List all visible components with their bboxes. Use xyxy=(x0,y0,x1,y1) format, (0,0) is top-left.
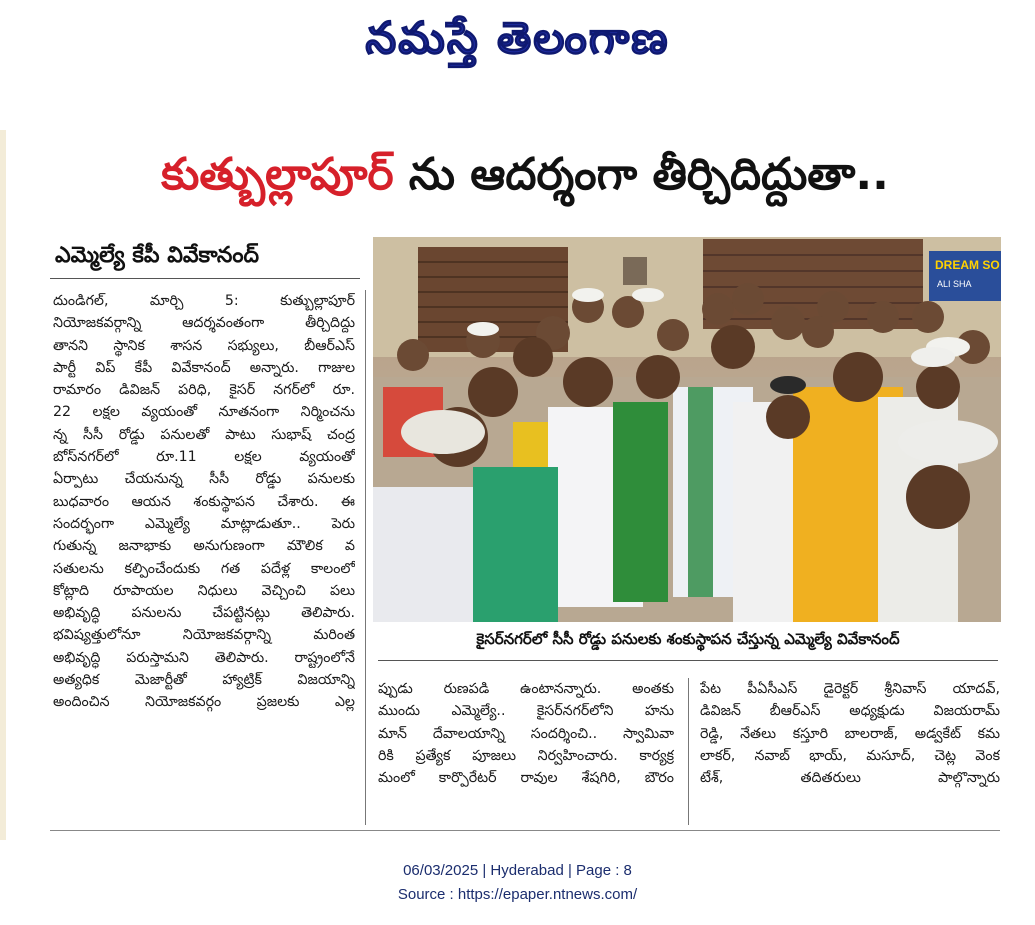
article-text-line: రికి ప్రత్యేక పూజలు నిర్వహించారు. కార్యక్ర xyxy=(378,747,674,764)
headline-black-part: ను ఆదర్శంగా తీర్చిదిద్దుతా.. xyxy=(393,149,889,200)
shop-sign-text: DREAM SO xyxy=(935,258,1000,272)
article-text-line: రామారం డివిజన్ పరిధి, కైసర్ నగర్‌లో రూ. xyxy=(53,382,355,399)
article-text-line: తానని స్థానిక శాసన సభ్యులు, బీఆర్ఎస్ xyxy=(53,337,355,354)
article-text-line: 22 లక్షల వ్యయంతో నూతనంగా నిర్మించను xyxy=(53,404,355,421)
article-headline xyxy=(40,140,1010,210)
article-text-line: అభివృద్ధి పనులను చేపట్టినట్లు తెలిపారు. xyxy=(53,605,355,622)
column-divider-1 xyxy=(365,290,366,825)
article-text-line: మంలో కార్పొరేటర్ రావుల శేషగిరి, బౌరం xyxy=(378,770,674,787)
article-text-line: లాకర్, నవాబ్ భాయ్, మసూద్, చెట్ల వెంక xyxy=(700,747,1000,764)
article-text-line: బోస్‌నగర్‌లో రూ.11 లక్షల వ్యయంతో xyxy=(53,449,355,466)
article-text-line: అత్యధిక మెజార్టీతో హ్యాట్రిక్ విజయాన్ని xyxy=(53,672,355,689)
article-text-line: ప్పుడు రుణపడి ఉంటానన్నారు. అంతకు xyxy=(378,681,674,697)
article-text-line: రెడ్డి, నేతలు కస్తూరి బాలరాజ్, అడ్వకేట్ కమ xyxy=(700,725,1000,742)
shop-sign-subtext: ALI SHA xyxy=(937,279,972,289)
article-text-line: కోట్లాది రూపాయల నిధులు వెచ్చించి పలు xyxy=(53,582,355,599)
article-text-line: డివిజన్ బీఆర్ఎస్ అధ్యక్షుడు విజయరామ్ xyxy=(700,703,1000,720)
news-photo-illustration xyxy=(373,237,1001,622)
article-text-line: అభివృద్ధి పరుస్తామని తెలిపారు. రాష్ట్రంలోనే xyxy=(53,649,355,666)
article-text-line: టేశ్, తదితరులు పాల్గొన్నారు xyxy=(700,770,1000,787)
article-text-line: సందర్భంగా ఎమ్మెల్యే మాట్లాడుతూ.. పెరు xyxy=(53,515,355,532)
news-photo xyxy=(373,237,1001,622)
footer-date-line: 06/03/2025 | Hyderabad | Page : 8 xyxy=(403,862,632,879)
article-column-1 xyxy=(53,290,355,714)
article-bottom-rule xyxy=(50,830,1000,831)
headline-red-part: కుత్బుల్లాపూర్ xyxy=(161,149,394,200)
article-text-line: న్న సీసీ రోడ్డు పనులతో పాటు సుభాష్ చంద్ర xyxy=(53,426,355,443)
article-column-3 xyxy=(700,678,1000,789)
article-subhead: ఎమ్మెల్యే కేపీ వివేకానంద్ xyxy=(55,243,260,268)
article-text-line: గుతున్న జనాభాకు అనుగుణంగా మౌలిక వ xyxy=(53,538,355,555)
article-text-line: దుండిగల్, మార్చి 5: కుత్బుల్లాపూర్ xyxy=(53,293,355,309)
article-text-line: నియోజకవర్గాన్ని ఆదర్శవంతంగా తీర్చిదిద్దు xyxy=(53,315,355,332)
article-text-line: భవిష్యత్తులోనూ నియోజకవర్గాన్ని మరింత xyxy=(53,627,355,644)
caption-rule xyxy=(378,660,998,661)
subhead-rule xyxy=(50,278,360,279)
column-divider-2 xyxy=(688,678,689,825)
article-text-line: సతులను కల్పించేందుకు గత పదేళ్ల కాలంలో xyxy=(53,560,355,577)
article-text-line: బుధవారం ఆయన శంకుస్థాపన చేశారు. ఈ xyxy=(53,493,355,510)
article-text-line: పేట పీఏసీఎస్ డైరెక్టర్ శ్రీనివాస్ యాదవ్, xyxy=(700,681,1000,697)
article-text-line: అందించిన నియోజకవర్గం ప్రజలకు ఎల్ల xyxy=(53,694,355,711)
article-text-line: మాన్ దేవాలయాన్ని సందర్శించి.. స్వామివా xyxy=(378,725,674,742)
article-text-line: ముందు ఎమ్మెల్యే.. కైసర్‌నగర్‌లోని హను xyxy=(378,703,674,720)
page-edge-shading xyxy=(0,130,6,840)
photo-caption: కైసర్‌నగర్‌లో సీసీ రోడ్డు పనులకు శంకుస్థాపన చేస్తున్న ఎమ్మెల్యే వివేకానంద్ xyxy=(476,630,900,648)
footer-source-line: Source : https://epaper.ntnews.com/ xyxy=(397,886,638,903)
article-column-2 xyxy=(378,678,674,789)
article-text-line: పార్టీ విప్ కేపీ వివేకానంద్ అన్నారు. గాజుల xyxy=(53,359,355,376)
article-text-line: ఏర్పాటు చేయనున్న సీసీ రోడ్డు పనులకు xyxy=(53,471,355,488)
newspaper-masthead: నమస్తే తెలంగాణ xyxy=(365,13,670,64)
